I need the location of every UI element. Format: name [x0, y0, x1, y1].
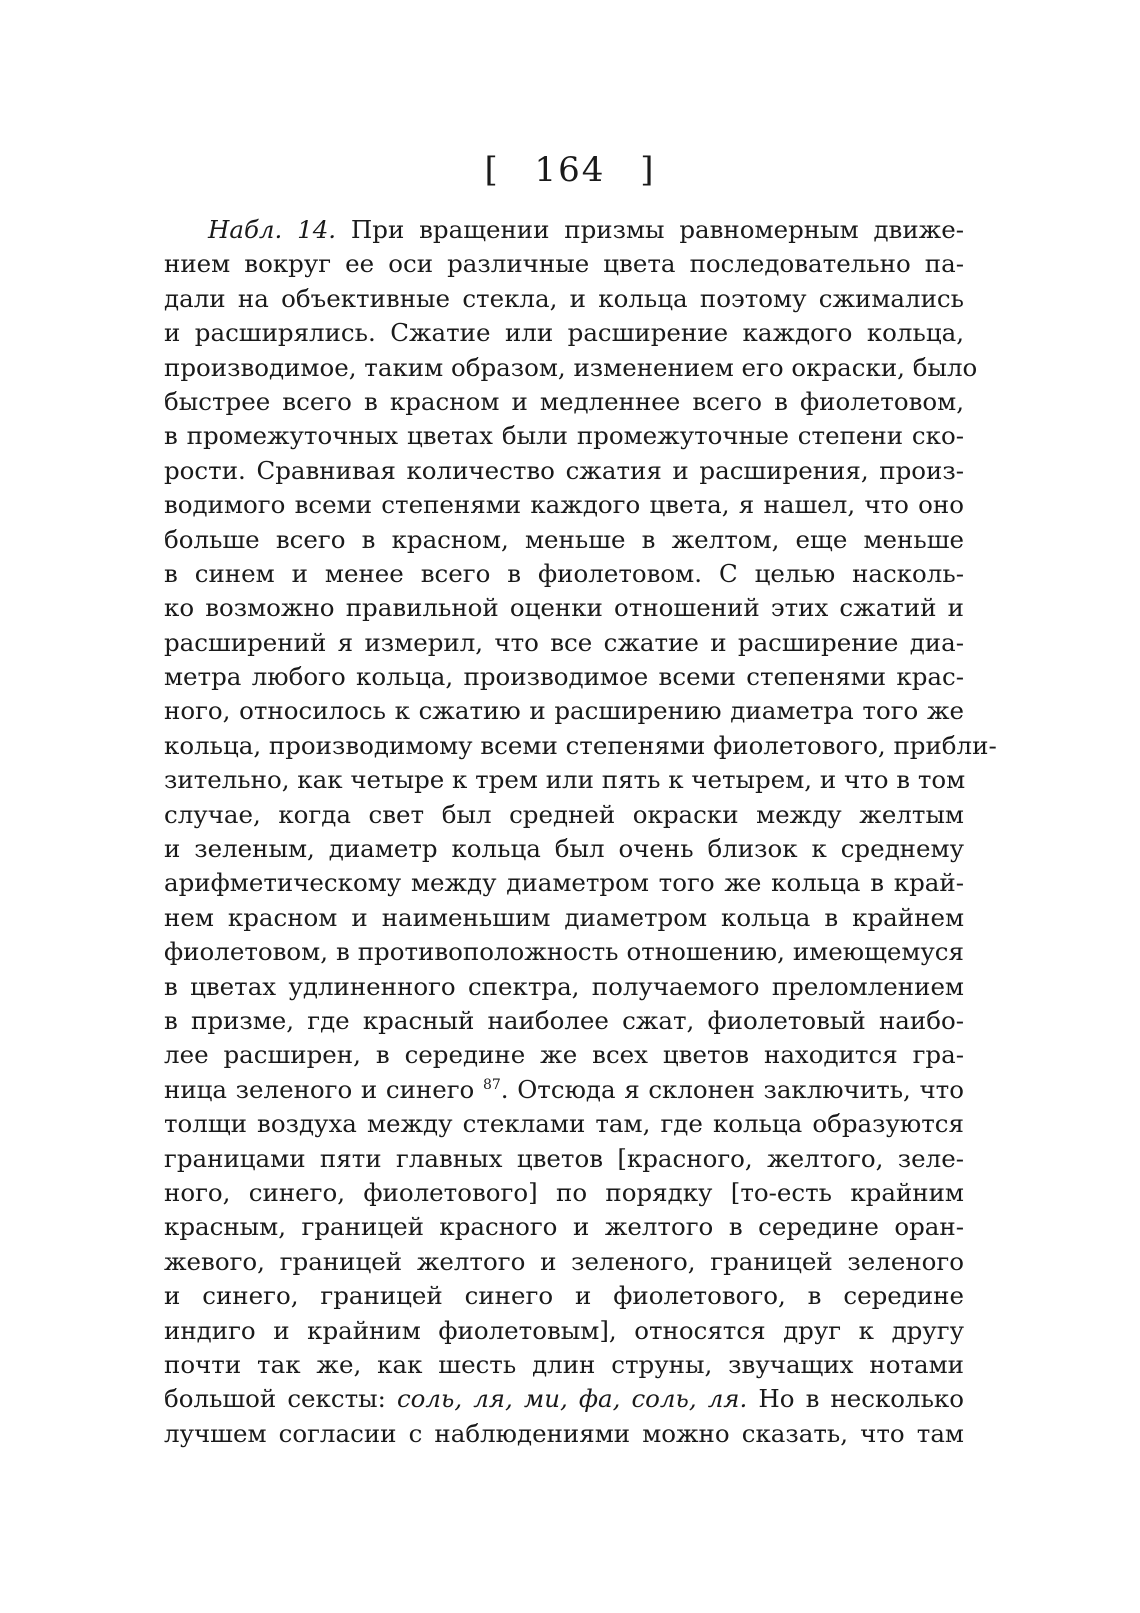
observation-label: Набл. 14.: [208, 215, 337, 244]
text-line: расширений я измерил, что все сжатие и расширение диа-: [164, 627, 964, 657]
text-line: в призме, где красный наиболее сжат, фиолетовый наибо-: [164, 1005, 964, 1035]
bracket-open: [: [484, 150, 500, 190]
text-line: дали на объективные стекла, и кольца поэтому сжимались: [164, 283, 964, 313]
text-line: ница зеленого и синего $^{87}$. Отсюда я склонен заключить, что: [164, 1074, 964, 1104]
text-line: нием вокруг ее оси различные цвета последовательно па-: [164, 249, 964, 279]
page-number: 164: [534, 150, 606, 190]
text-line: лучшем согласии с наблюдениями можно сказать, что там: [164, 1418, 964, 1448]
text-line: фиолетовом, в противоположность отношению, имеющемуся: [164, 937, 964, 967]
body-paragraph: [164, 213, 997, 1451]
text-line: красным, границей красного и желтого в середине оран-: [164, 1212, 964, 1242]
text-line: кольца, производимому всеми степенями фиолетового, прибли-: [164, 730, 997, 760]
text-line: ного, относилось к сжатию и расширению диаметра того же: [164, 696, 964, 726]
text-line: жевого, границей желтого и зеленого, границей зеленого: [164, 1246, 964, 1276]
text-line: и синего, границей синего и фиолетового, в середине: [164, 1281, 964, 1311]
text-line: и зеленым, диаметр кольца был очень близок к среднему: [164, 834, 964, 864]
text-line: рости. Сравнивая количество сжатия и расширения, произ-: [164, 455, 964, 485]
text-line: в синем и менее всего в фиолетовом. С целью насколь-: [164, 558, 964, 588]
text-line: почти так же, как шесть длин струны, звучащих нотами: [164, 1349, 964, 1379]
text-line: Набл. 14. При вращении призмы равномерным движе-: [208, 215, 964, 244]
text-line: ного, синего, фиолетового] по порядку [то-есть крайним: [164, 1177, 964, 1207]
text-line: в цветах удлиненного спектра, получаемого преломлением: [164, 971, 964, 1001]
text-line: границами пяти главных цветов [красного, желтого, зеле-: [164, 1143, 964, 1173]
text-line: больше всего в красном, меньше в желтом, еще меньше: [164, 524, 964, 554]
text-line: и расширялись. Сжатие или расширение каждого кольца,: [164, 318, 964, 348]
text-line: водимого всеми степенями каждого цвета, я нашел, что оно: [164, 490, 964, 520]
bracket-close: ]: [640, 150, 656, 190]
text-line: толщи воздуха между стеклами там, где кольца образуются: [164, 1109, 964, 1139]
text-line: лее расширен, в середине же всех цветов находится гра-: [164, 1040, 964, 1070]
text-line: зительно, как четыре к трем или пять к четырем, и что в том: [164, 765, 966, 795]
text-line: большой сексты: соль, ля, ми, фа, соль, ля. Но в несколько: [164, 1384, 964, 1414]
text-line: случае, когда свет был средней окраски между желтым: [164, 799, 964, 829]
text-line: метра любого кольца, производимое всеми степенями крас-: [164, 662, 964, 692]
text-line: в промежуточных цветах были промежуточные степени ско-: [164, 421, 964, 451]
footnote-mark: 87: [482, 1076, 501, 1093]
text-line: нем красном и наименьшим диаметром кольца в крайнем: [164, 902, 964, 932]
musical-notes: соль, ля, ми, фа, соль, ля.: [396, 1384, 748, 1414]
text-line: производимое, таким образом, изменением его окраски, было: [164, 352, 978, 382]
text-line: арифметическому между диаметром того же кольца в край-: [164, 868, 964, 898]
page-number-header: [0, 150, 1140, 190]
text-line: быстрее всего в красном и медленнее всего в фиолетовом,: [164, 386, 964, 416]
text-line: ко возможно правильной оценки отношений этих сжатий и: [164, 593, 964, 623]
text-line: индиго и крайним фиолетовым], относятся друг к другу: [164, 1315, 964, 1345]
